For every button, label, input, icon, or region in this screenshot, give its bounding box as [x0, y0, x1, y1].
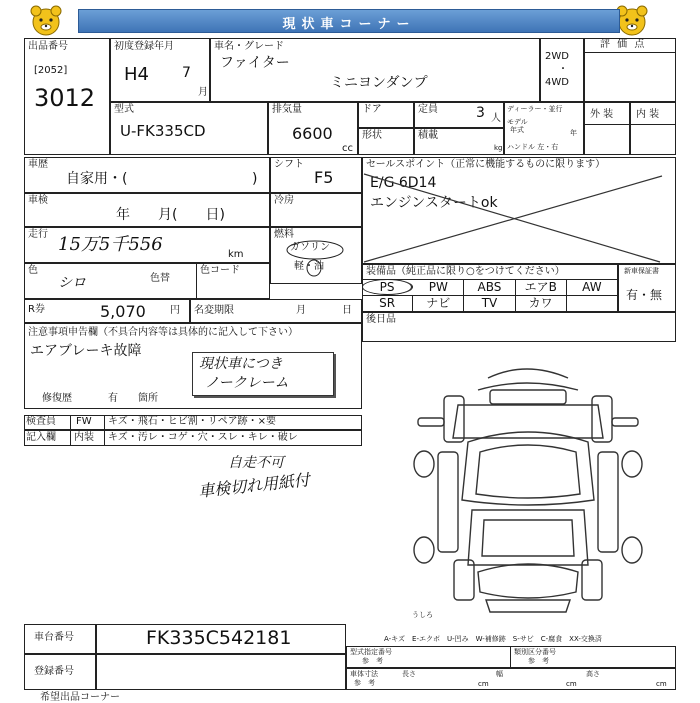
- repair-label: 修復歴: [42, 393, 72, 404]
- door-label: ドア: [362, 104, 382, 115]
- height-unit: cm: [656, 680, 667, 688]
- color-special-label: 色替: [150, 273, 170, 284]
- kg-unit: kg: [494, 144, 503, 152]
- type-designation-ref: 参 考: [362, 657, 383, 665]
- fuel-circle-mark: [284, 238, 346, 278]
- tax-label: 名変期限: [194, 305, 234, 316]
- drive-4wd: 4WD: [545, 77, 569, 88]
- handwritten-line1: 自走不可: [228, 455, 284, 471]
- fuel-diesel: 軽・油: [294, 261, 324, 272]
- interior-label: 内 装: [636, 109, 660, 120]
- inspector-label: 検査員: [26, 416, 56, 427]
- history-value: 自家用・(: [66, 171, 128, 187]
- yen-unit: 円: [170, 305, 180, 316]
- equipment-label: 装備品（純正品に限り○をつけてください）: [366, 266, 565, 277]
- capacity-unit: 人: [491, 113, 501, 124]
- history-label: 車歴: [28, 159, 48, 170]
- drive-sep: ・: [558, 64, 568, 75]
- notes-value: エアブレーキ故障: [30, 343, 142, 359]
- inspector-text: キズ・飛石・ヒビ割・リペア跡・×要: [108, 416, 276, 427]
- rear-items-label: 後日品: [366, 314, 396, 325]
- height-label: 高さ: [586, 670, 600, 678]
- category-label: 類別区分番号: [514, 648, 556, 656]
- sales-line1: E/G 6D14: [370, 175, 437, 191]
- cc-unit: cc: [342, 143, 353, 154]
- warranty-label: 新車保証書: [624, 267, 659, 275]
- rear-marker: うしろ: [412, 611, 433, 619]
- first-reg-label: 初度登録年月: [114, 41, 174, 52]
- displacement-value: 6600: [292, 124, 333, 143]
- recycle-value: 5,070: [100, 302, 146, 321]
- header-banner: [78, 9, 620, 33]
- rear-items-cell: [362, 312, 676, 342]
- history-close: ): [252, 171, 258, 187]
- fuel-value: ガソリン: [290, 242, 330, 253]
- color-label: 色: [28, 265, 38, 276]
- notes-label: 注意事項申告欄（不具合内容等は具体的に記入して下さい）: [28, 327, 298, 338]
- model-year-sub: 年式: [510, 126, 524, 134]
- equipment-item: TV: [464, 295, 515, 312]
- width-unit: cm: [566, 680, 577, 688]
- drive-2wd: 2WD: [545, 51, 569, 62]
- sales-label: セールスポイント（正常に機能するものに限ります）: [366, 159, 606, 170]
- reg-value-cell: [96, 654, 346, 690]
- model-label: 型式: [114, 104, 134, 115]
- designation-row: [346, 646, 676, 668]
- recycle-label: R券: [28, 304, 45, 315]
- entry-text: キズ・汚レ・コゲ・穴・スレ・キレ・破レ: [108, 432, 298, 443]
- color-code-rule: [196, 263, 197, 299]
- shape-label: 形状: [362, 130, 382, 141]
- stamp-line2: ノークレーム: [205, 375, 289, 391]
- first-reg-era: H4: [124, 64, 149, 85]
- equipment-item: PS: [362, 279, 413, 295]
- stamp-line1: 現状車につき: [199, 356, 283, 372]
- model-value: U-FK335CD: [120, 122, 206, 140]
- exterior-label: 外 装: [590, 109, 614, 120]
- handwritten-line2: 車検切れ用紙付: [197, 470, 311, 501]
- model-year-label: モデル: [507, 118, 528, 126]
- header-title: 現状車コーナー: [282, 17, 416, 32]
- tax-month: 月: [296, 305, 306, 316]
- designation-rule: [510, 646, 511, 668]
- first-reg-month: 7: [182, 65, 191, 81]
- entry-label: 記入欄: [26, 432, 56, 443]
- chassis-label: 車台番号: [34, 632, 74, 643]
- evaluation-label: 評 価 点: [600, 39, 647, 50]
- sales-cross-out: [362, 170, 676, 264]
- car-grade: ミニヨンダンプ: [330, 75, 428, 91]
- load-label: 積載: [418, 130, 438, 141]
- reg-label: 登録番号: [34, 666, 74, 677]
- equipment-item: カワ: [516, 295, 567, 312]
- length-label: 長さ: [402, 670, 416, 678]
- shift-label: シフト: [274, 159, 304, 170]
- displacement-label: 排気量: [272, 104, 302, 115]
- inspector-fw: FW: [76, 416, 92, 427]
- body-dim-ref: 参 考: [354, 679, 375, 687]
- type-designation-label: 型式指定番号: [350, 648, 392, 656]
- capacity-label: 定員: [418, 104, 438, 115]
- mileage-value: 15万5千556: [58, 234, 163, 255]
- inspection-value: 年 月( 日): [116, 207, 225, 223]
- equipment-item: エアB: [516, 279, 567, 295]
- repair-value: 有: [108, 393, 118, 404]
- width-label: 幅: [496, 670, 503, 678]
- shift-value: F5: [314, 168, 334, 187]
- damage-legend: A-キズ E-エクボ U-凹み W-補修跡 S-サビ C-腐食 XX-交換済: [384, 635, 602, 643]
- color-value: シロ: [58, 275, 86, 291]
- inspection-label: 車検: [28, 195, 48, 206]
- body-dim-label: 車体寸法: [350, 670, 378, 678]
- car-name-label: 車名・グレード: [214, 41, 284, 52]
- color-code-label: 色コード: [200, 265, 240, 276]
- dealer-label: ディーラー・並行: [507, 105, 563, 113]
- km-unit: km: [228, 249, 244, 260]
- equipment-item: PW: [413, 279, 464, 295]
- eval-rule: [584, 124, 676, 125]
- lot-label: 出品番号: [28, 41, 68, 52]
- equipment-row-2: [362, 295, 618, 312]
- capacity-value: 3: [476, 105, 485, 121]
- equipment-item: SR: [362, 295, 413, 312]
- equipment-item: ナビ: [413, 295, 464, 312]
- tax-day: 日: [342, 305, 352, 316]
- equipment-item: ABS: [464, 279, 515, 295]
- repair-bracket: 箇所: [138, 393, 158, 404]
- mileage-label: 走行: [28, 229, 48, 240]
- warranty-value: 有・無: [626, 288, 663, 302]
- chassis-value: FK335C542181: [146, 627, 292, 649]
- year-unit: 年: [570, 129, 577, 137]
- history-cell: [24, 157, 270, 193]
- first-reg-month-unit: 月: [198, 87, 208, 98]
- fuel-label: 燃料: [274, 229, 294, 240]
- entry-interior: 内装: [74, 432, 94, 443]
- car-name: ファイター: [220, 55, 290, 71]
- vehicle-damage-diagram: [398, 360, 658, 620]
- mascot-bear-left-icon: [24, 4, 68, 38]
- sales-line2: エンジンスタートok: [370, 195, 498, 211]
- bottom-partial-label: 希望出品コーナー: [40, 692, 120, 703]
- equipment-row-1: [362, 279, 618, 295]
- dimensions-row: [346, 668, 676, 690]
- length-unit: cm: [478, 680, 489, 688]
- lot-number: 3012: [34, 84, 96, 112]
- no-claim-stamp: [192, 352, 334, 396]
- ac-label: 冷房: [274, 195, 294, 206]
- category-ref: 参 考: [528, 657, 549, 665]
- lot-sub: [2052]: [34, 65, 68, 76]
- equipment-item: AW: [567, 279, 618, 295]
- handle-label: ハンドル 左・右: [507, 143, 559, 151]
